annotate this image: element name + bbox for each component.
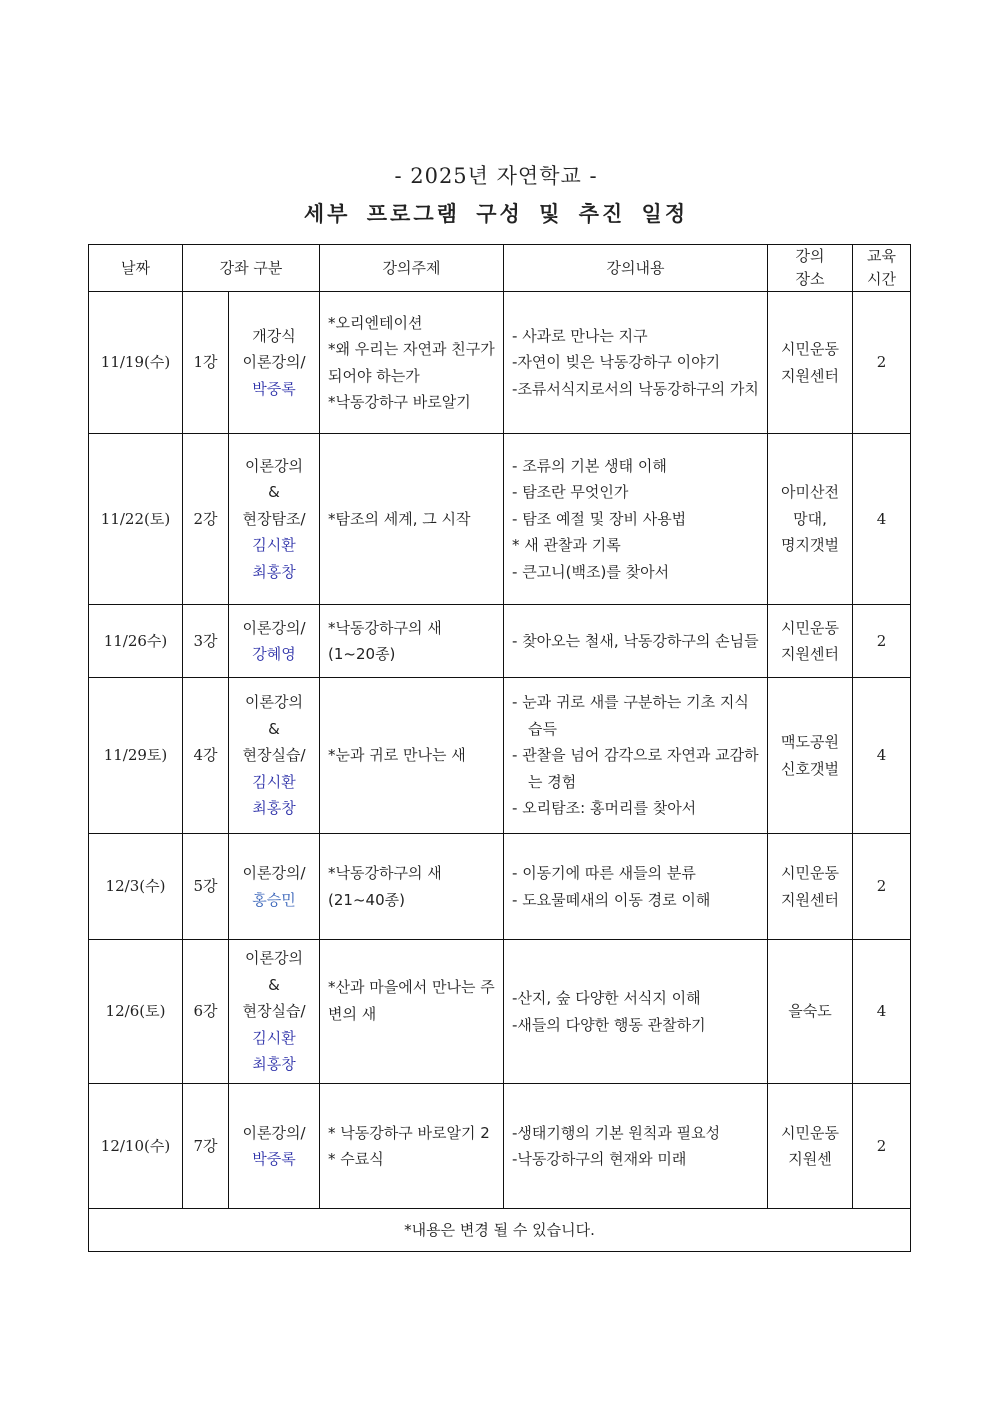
course-type-cell — [229, 834, 320, 940]
date-cell: 11/26수) — [89, 605, 183, 678]
teacher-name: 김시환 — [252, 1028, 296, 1047]
topic-cell — [320, 1084, 504, 1209]
course-type-cell — [229, 292, 320, 434]
session-cell: 2강 — [183, 434, 229, 605]
content-line: - 큰고니(백조)를 찾아서 — [512, 562, 670, 581]
topic-line: * 수료식 — [328, 1150, 384, 1168]
topic-cell — [320, 940, 504, 1084]
topic-line: *탐조의 세계, 그 시작 — [328, 509, 471, 528]
course-type-line: 이론강의 — [245, 456, 303, 475]
location-line: 아미산전 — [781, 483, 839, 502]
location-line: 망대, — [793, 509, 827, 528]
location-cell — [768, 678, 853, 834]
location-cell — [768, 605, 853, 678]
location-line: 지원센 — [788, 1150, 832, 1168]
header-location — [768, 245, 853, 292]
date-cell: 11/22(토) — [89, 434, 183, 605]
teacher-name: 강혜영 — [252, 645, 296, 663]
hours-cell: 2 — [853, 834, 911, 940]
course-type-line: & — [268, 975, 280, 994]
date-cell: 11/29토) — [89, 678, 183, 834]
location-line: 지원센터 — [781, 366, 839, 385]
location-line: 맥도공원 — [781, 733, 839, 751]
location-line: 지원센터 — [781, 890, 839, 909]
teacher-name: 박중록 — [252, 379, 296, 398]
header-hours — [853, 245, 911, 292]
topic-line: *오리엔테이션 — [328, 313, 423, 332]
hours-cell: 4 — [853, 678, 911, 834]
content-line: - 눈과 귀로 새를 구분하는 기초 지식 습득 — [512, 693, 749, 738]
date-cell: 11/19(수) — [89, 292, 183, 434]
session-cell: 5강 — [183, 834, 229, 940]
hours-cell: 4 — [853, 434, 911, 605]
date-cell: 12/3(수) — [89, 834, 183, 940]
location-cell — [768, 940, 853, 1084]
content-line: - 관찰을 넘어 감각으로 자연과 교감하는 경험 — [512, 746, 759, 791]
footnote-row — [89, 1209, 911, 1252]
teacher-name: 최홍창 — [252, 562, 296, 581]
course-type-cell — [229, 605, 320, 678]
topic-cell — [320, 292, 504, 434]
location-line: 시민운동 — [781, 340, 839, 358]
content-cell — [504, 434, 768, 605]
location-line: 시민운동 — [781, 618, 839, 637]
course-type-line: 이론강의 — [245, 693, 303, 712]
course-type-cell — [229, 1084, 320, 1209]
topic-line: * 낙동강하구 바로알기 2 — [328, 1123, 490, 1142]
header-course-type: 강좌 구분 — [183, 245, 320, 292]
content-line: -산지, 숲 다양한 서식지 이해 — [512, 989, 701, 1007]
content-line: -낙동강하구의 현재와 미래 — [512, 1150, 687, 1168]
hours-cell: 2 — [853, 292, 911, 434]
date-cell: 12/6(토) — [89, 940, 183, 1084]
hours-cell: 2 — [853, 1084, 911, 1209]
teacher-name: 홍승민 — [252, 890, 296, 909]
topic-line: *산과 마을에서 만나는 주변의 새 — [328, 978, 495, 1023]
topic-cell — [320, 434, 504, 605]
topic-cell — [320, 834, 504, 940]
content-line: - 사과로 만나는 지구 — [512, 326, 648, 345]
header-row — [89, 245, 911, 292]
course-type-line: 이론강의/ — [242, 864, 306, 882]
topic-line: (1~20종) — [328, 645, 396, 663]
topic-cell — [320, 678, 504, 834]
location-line: 지원센터 — [781, 645, 839, 663]
schedule-table — [88, 244, 911, 1252]
session-cell: 3강 — [183, 605, 229, 678]
session-cell: 4강 — [183, 678, 229, 834]
teacher-name: 최홍창 — [252, 1055, 296, 1074]
table-row — [89, 834, 911, 940]
course-type-line: & — [268, 719, 280, 738]
content-cell — [504, 1084, 768, 1209]
course-type-line: 이론강의/ — [242, 1123, 306, 1142]
topic-line: *낙동강하구의 새 — [328, 618, 442, 637]
content-cell — [504, 940, 768, 1084]
location-line: 명지갯벌 — [781, 536, 839, 555]
teacher-name: 김시환 — [252, 536, 296, 555]
content-line: -조류서식지로서의 낙동강하구의 가치 — [512, 379, 759, 398]
teacher-name: 김시환 — [252, 772, 296, 791]
location-cell — [768, 292, 853, 434]
location-cell — [768, 1084, 853, 1209]
topic-line: *왜 우리는 자연과 친구가 되어야 하는가 — [328, 340, 495, 385]
header-topic: 강의주제 — [320, 245, 504, 292]
course-type-line: 이론강의/ — [242, 353, 306, 372]
table-row — [89, 292, 911, 434]
table-row — [89, 434, 911, 605]
course-type-line: & — [268, 483, 280, 502]
content-cell — [504, 678, 768, 834]
content-line: - 탐조란 무엇인가 — [512, 483, 629, 502]
course-type-line: 현장실습/ — [242, 1002, 306, 1021]
topic-line: *낙동강하구의 새 — [328, 864, 442, 882]
session-cell: 7강 — [183, 1084, 229, 1209]
content-line: -새들의 다양한 행동 관찰하기 — [512, 1015, 706, 1034]
course-type-line: 이론강의 — [245, 949, 303, 968]
table-row — [89, 1084, 911, 1209]
course-type-line: 개강식 — [252, 326, 296, 345]
location-line: 시민운동 — [781, 864, 839, 882]
topic-line: *낙동강하구 바로알기 — [328, 393, 471, 411]
course-type-line: 현장탐조/ — [242, 509, 306, 528]
course-type-cell — [229, 434, 320, 605]
location-cell — [768, 834, 853, 940]
document-title: - 2025년 자연학교 - — [394, 164, 598, 188]
header-hours-line2: 시간 — [867, 270, 896, 288]
content-line: - 이동기에 따른 새들의 분류 — [512, 864, 696, 882]
location-line: 시민운동 — [781, 1123, 839, 1142]
course-type-line: 이론강의/ — [242, 618, 306, 637]
content-line: - 도요물떼새의 이동 경로 이해 — [512, 890, 711, 909]
location-cell — [768, 434, 853, 605]
content-cell — [504, 605, 768, 678]
content-line: - 탐조 예절 및 장비 사용법 — [512, 509, 687, 528]
header-hours-line1: 교육 — [867, 247, 896, 265]
table-row — [89, 940, 911, 1084]
course-type-cell — [229, 678, 320, 834]
hours-cell: 2 — [853, 605, 911, 678]
content-line: - 찾아오는 철새, 낙동강하구의 손님들 — [512, 631, 759, 650]
teacher-name: 최홍창 — [252, 799, 296, 818]
topic-cell — [320, 605, 504, 678]
course-type-line: 현장실습/ — [242, 746, 306, 765]
footnote: *내용은 변경 될 수 있습니다. — [89, 1209, 911, 1252]
session-cell: 6강 — [183, 940, 229, 1084]
teacher-name: 박중록 — [252, 1150, 296, 1168]
session-cell: 1강 — [183, 292, 229, 434]
date-cell: 12/10(수) — [89, 1084, 183, 1209]
topic-line: *눈과 귀로 만나는 새 — [328, 746, 466, 765]
table-row — [89, 605, 911, 678]
table-row — [89, 678, 911, 834]
content-cell — [504, 834, 768, 940]
content-line: - 오리탐조: 홍머리를 찾아서 — [512, 799, 697, 818]
content-line: * 새 관찰과 기록 — [512, 536, 621, 555]
hours-cell: 4 — [853, 940, 911, 1084]
header-location-line2: 장소 — [795, 270, 825, 288]
header-content: 강의내용 — [504, 245, 768, 292]
header-date: 날짜 — [89, 245, 183, 292]
location-line: 신호갯벌 — [781, 759, 839, 778]
location-line: 을숙도 — [788, 1002, 832, 1021]
content-cell — [504, 292, 768, 434]
topic-line: (21~40종) — [328, 890, 405, 909]
document-subtitle: 세부 프로그램 구성 및 추진 일정 — [303, 202, 689, 226]
content-line: - 조류의 기본 생태 이해 — [512, 456, 667, 475]
content-line: -자연이 빚은 낙동강하구 이야기 — [512, 353, 721, 372]
content-line: -생태기행의 기본 원칙과 필요성 — [512, 1123, 721, 1142]
course-type-cell — [229, 940, 320, 1084]
header-location-line1: 강의 — [795, 247, 825, 265]
